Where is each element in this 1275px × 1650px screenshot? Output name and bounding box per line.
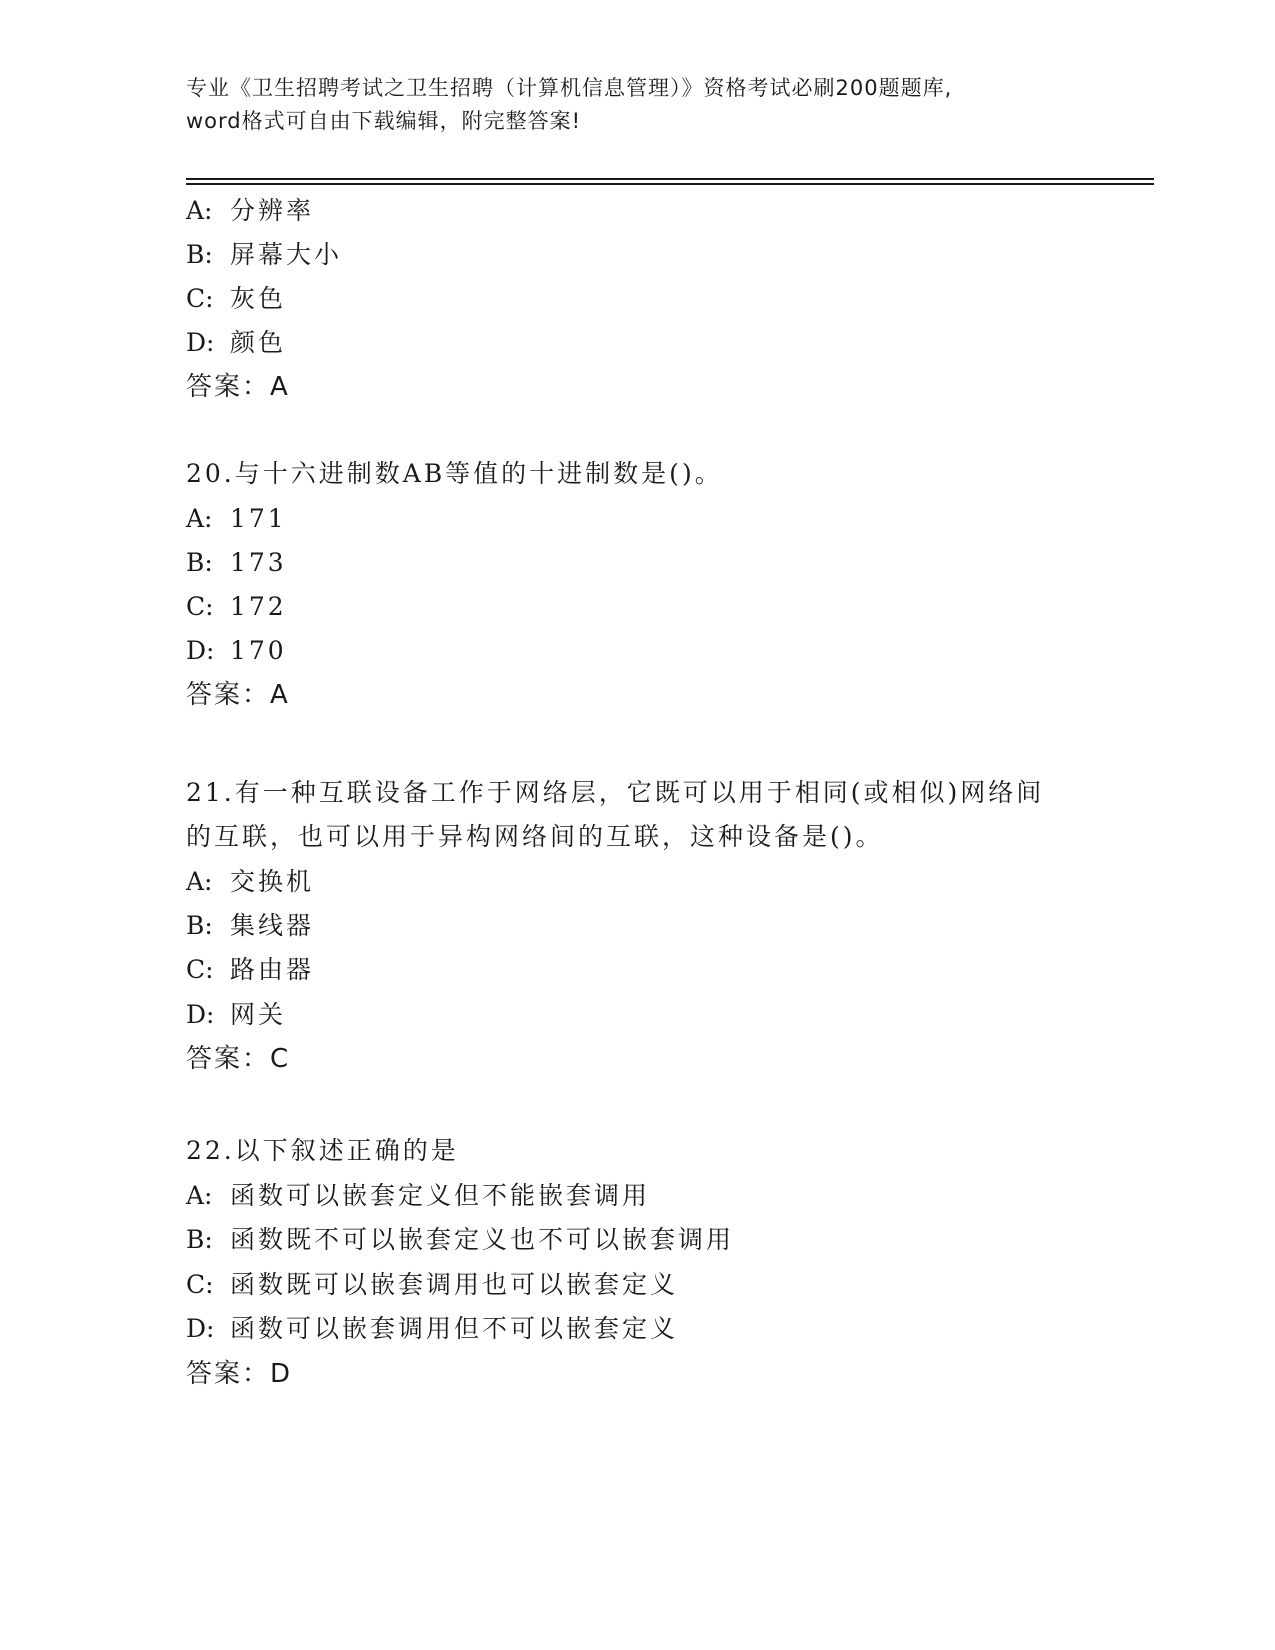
header-divider-top [186,178,1154,180]
option-label: C: [186,1270,214,1299]
document-header [186,72,1086,138]
q20-option-b [186,547,287,579]
option-text: 交换机 [230,867,315,896]
option-label: D: [186,1000,215,1029]
option-text: 172 [230,592,287,621]
q21-option-d [186,999,286,1031]
option-text: 路由器 [230,955,315,984]
q21-option-a [186,866,314,898]
option-label: B: [186,911,213,940]
option-label: B: [186,1225,213,1254]
q21-question-line-2: 的互联，也可以用于异构网络间的互联，这种设备是()。 [186,822,884,851]
q22-option-c [186,1269,678,1301]
option-label: B: [186,240,213,269]
option-label: A: [186,196,213,225]
option-text: 函数既不可以嵌套定义也不可以嵌套调用 [230,1225,735,1254]
option-label: C: [186,592,214,621]
option-label: A: [186,867,213,896]
q22-answer: 答案：D [186,1359,293,1389]
q19-option-a [186,195,314,227]
q21-question-line-1: 21.有一种互联设备工作于网络层，它既可以用于相同(或相似)网络间 [186,778,1045,807]
option-text: 屏幕大小 [230,240,343,269]
option-label: C: [186,955,214,984]
q22-option-d [186,1313,678,1345]
option-text: 171 [230,504,287,533]
option-text: 173 [230,548,287,577]
option-text: 分辨率 [230,196,315,225]
q19-option-c [186,283,286,315]
q20-answer: 答案：A [186,680,290,710]
option-text: 函数可以嵌套定义但不能嵌套调用 [230,1181,651,1210]
q22-option-b [186,1224,734,1256]
q22-question: 22.以下叙述正确的是 [186,1136,459,1165]
option-label: C: [186,284,214,313]
option-text: 颜色 [230,328,287,357]
q22-option-a [186,1180,650,1212]
option-text: 灰色 [230,284,287,313]
option-text: 集线器 [230,911,315,940]
q20-question: 20.与十六进制数AB等值的十进制数是()。 [186,459,723,488]
option-text: 函数可以嵌套调用但不可以嵌套定义 [230,1314,679,1343]
option-label: B: [186,548,213,577]
option-text: 函数既可以嵌套调用也可以嵌套定义 [230,1270,679,1299]
option-text: 170 [230,636,287,665]
q20-option-a [186,503,287,535]
q21-option-b [186,910,314,942]
option-label: D: [186,328,215,357]
q19-option-b [186,239,342,271]
header-title-line-1: 专业《卫生招聘考试之卫生招聘（计算机信息管理）》资格考试必刷200题题库, [186,76,953,100]
q19-answer: 答案：A [186,372,290,402]
header-title-line-2: word格式可自由下载编辑，附完整答案! [186,109,582,133]
option-label: A: [186,1181,213,1210]
option-label: D: [186,1314,215,1343]
option-text: 网关 [230,1000,287,1029]
header-divider-bottom [186,183,1154,185]
option-label: A: [186,504,213,533]
q20-option-d [186,635,287,667]
q19-option-d [186,327,286,359]
q20-option-c [186,591,287,623]
q21-option-c [186,954,314,986]
option-label: D: [186,636,215,665]
q21-answer: 答案：C [186,1044,291,1074]
